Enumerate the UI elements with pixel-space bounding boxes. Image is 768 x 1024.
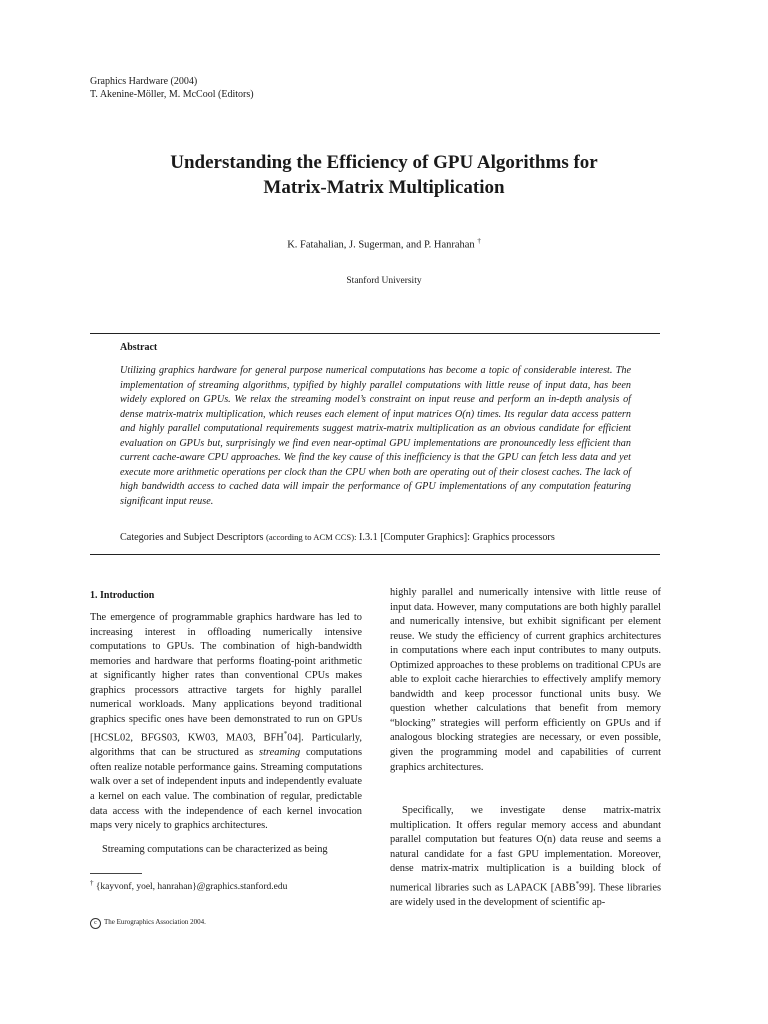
- title-line-2: Matrix-Matrix Multiplication: [263, 177, 505, 198]
- intro-emph: streaming: [259, 747, 301, 759]
- right-text-b: data reuse and seems a natural candidate for a fast GPU implementation. Moreover, dense matrix-matrix multiplication is a building block of numerical libraries such as LAPACK [ABB: [390, 834, 661, 894]
- abstract-part-2: times. Its regular data access pattern and highly parallel computational requirements suggest matrix-matrix multiplication as an obvious candidate for efficient evaluation on GPUs but, surprisingly we find even near-optimal GPU implementations are pronouncedly less efficient than current cache-aware CPU approaches. We find the key cause of this inefficiency is that the GPU can fetch less data and yet execute more arithmetic operations per clock than the CPU when both are operating out of their closest caches. The lack of high bandwidth access to cached data will impair the performance of GPU implementations of any computation featuring significant input reuse.: [120, 408, 631, 507]
- copyright-text: The Eurographics Association 2004.: [104, 918, 206, 926]
- ccs-value: I.3.1 [Computer Graphics]: Graphics processors: [359, 532, 555, 543]
- intro-paragraph-2: Streaming computations can be characterized as being: [102, 843, 328, 855]
- abstract-part-1: Utilizing graphics hardware for general purpose numerical computations has become a topic of considerable interest. The implementation of streaming algorithms, typified by highly parallel computations with little reuse of input data, has been widely explored on GPUs. We relax the streaming model’s constraint on input reuse and perform an in-depth analysis of dense matrix-matrix multiplication, which reuses each element of input matrices: [120, 365, 631, 420]
- footnote-text: {kayvonf, yoel, hanrahan}@graphics.stanford.edu: [95, 882, 288, 893]
- footnote-rule: [90, 873, 142, 874]
- editors-header: T. Akenine-Möller, M. McCool (Editors): [90, 89, 254, 100]
- authors-names: K. Fatahalian, J. Sugerman, and P. Hanrahan: [287, 239, 475, 251]
- right-text-a: Specifically, we investigate dense matrix-matrix multiplication. It offers regular memory access and abundant parallel computation but features: [390, 805, 661, 846]
- venue-header: Graphics Hardware (2004): [90, 76, 198, 87]
- abstract-text: [120, 364, 631, 509]
- ccs-note: (according to ACM CCS):: [265, 532, 357, 542]
- abstract-bottom-rule: [90, 554, 660, 555]
- affiliation: Stanford University: [346, 276, 422, 286]
- abstract-big-o: O(n): [454, 408, 475, 420]
- right-big-o: O(n): [536, 834, 556, 846]
- abstract-top-rule: [90, 333, 660, 334]
- footnote-mark: †: [90, 879, 94, 887]
- left-column: [90, 611, 362, 857]
- authors: [60, 237, 708, 251]
- intro-paragraph-1: [90, 611, 362, 834]
- copyright: [90, 918, 206, 929]
- title-line-1: Understanding the Efficiency of GPU Algorithms for: [170, 152, 598, 173]
- right-column: [390, 586, 661, 910]
- intro-text-a: The emergence of programmable graphics hardware has led to increasing interest in offloading numerically intensive computations to GPUs. The combination of high-bandwidth memories and hardware that performs floating-point arithmetic at significantly higher rates than conventional CPUs makes graphics processors attractive targets for highly parallel numerical workloads. Many applications beyond traditional graphics specific ones have been demonstrated to run on GPUs [HCSL02, BFGS03, KW03, MA03, BFH: [90, 612, 362, 744]
- right-paragraph-1: highly parallel and numerically intensive with little reuse of input data. However, many computations are both highly parallel and numerically intensive, but exhibit significant per element reuse. We study the efficiency of current graphics architectures in computations where each input contributes to many outputs. Optimized approaches to these problems on traditional CPUs are able to exploit cache hierarchies to effectively amplify memory bandwidth and keep processor functional units busy. We question whether calculations that benefit from memory “blocking” strategies will perform efficiently on GPUs and if analogous blocking strategies are necessary, or even possible, given the programming model and capabilities of current graphics architectures.: [390, 587, 661, 773]
- authors-footnote-mark: †: [477, 237, 481, 245]
- ccs-label: Categories and Subject Descriptors: [120, 532, 264, 543]
- right-text-c: 99]. These libraries are widely used in the development of scientific ap-: [390, 882, 661, 908]
- ccs-line: [120, 532, 555, 543]
- abstract-heading: Abstract: [120, 342, 158, 353]
- intro-sup: *: [283, 730, 288, 739]
- intro-text-b: 04]. Particularly, algorithms that can be structured as: [90, 732, 362, 759]
- copyright-icon: c: [90, 918, 101, 929]
- section-heading: 1. Introduction: [90, 590, 155, 601]
- right-paragraph-2: [390, 804, 661, 910]
- footnote: [90, 879, 287, 892]
- paper-title: [60, 150, 708, 200]
- intro-text-c: computations often realize notable performance gains. Streaming computations walk over a set of independent inputs and independently evaluate a kernel on each value. The combination of regular, predictable data access with the independence of each kernel invocation maps very nicely to graphics architectures.: [90, 747, 362, 832]
- right-sup: *: [575, 879, 580, 888]
